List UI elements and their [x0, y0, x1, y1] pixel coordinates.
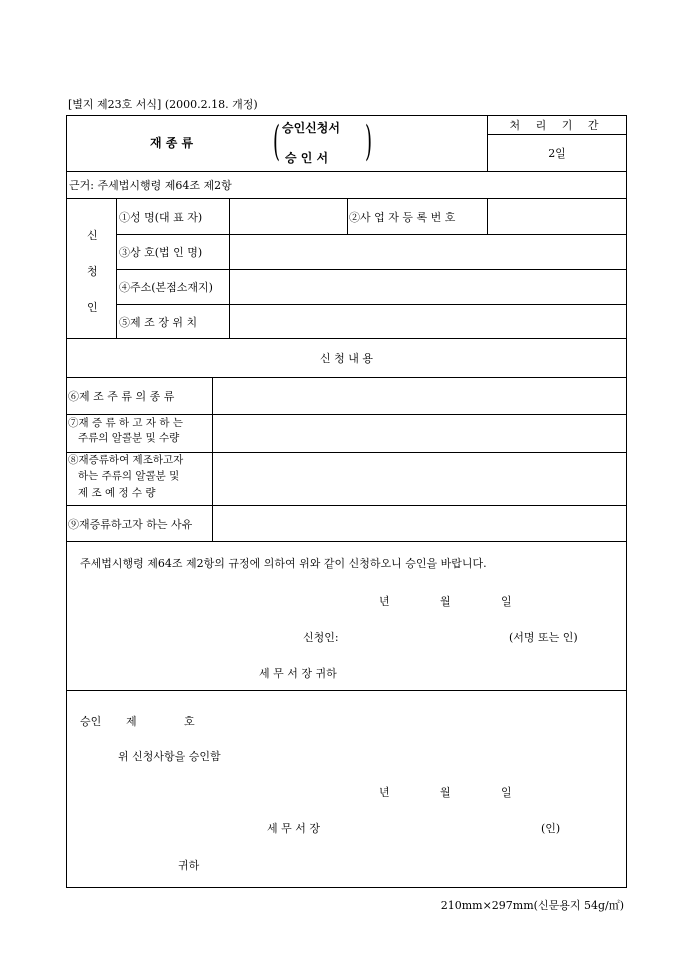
item8-label-line2: 하는 주류의 알콜분 및: [78, 470, 180, 482]
approval-ho: 호: [184, 715, 195, 728]
approval-je: 제: [126, 715, 137, 728]
item7-label-line2: 주류의 알콜분 및 수량: [78, 432, 180, 444]
item9-label: ⑨재증류하고자 하는 사유: [68, 517, 193, 531]
processing-period-value: 2일: [548, 147, 566, 160]
business-number-field[interactable]: [489, 199, 625, 234]
address-label: ④주소(본점소재지): [119, 281, 213, 294]
item8-label-line1: ⑧재증류하여 제조하고자: [68, 454, 184, 466]
paper-size-note: 210mm×297mm(신문용지 54g/㎡): [440, 899, 624, 912]
item6-label: ⑥제 조 주 류 의 종 류: [68, 390, 175, 403]
title-option-approval: 승 인 서: [285, 151, 329, 165]
business-number-label: ②사 업 자 등 록 번 호: [349, 210, 456, 224]
approval-label: 승인: [80, 715, 102, 728]
approval-to: 귀하: [178, 859, 200, 872]
left-bracket-icon: (: [273, 118, 281, 167]
item7-label-line1: ⑦재 증 류 하 고 자 하 는: [68, 417, 184, 429]
processing-period-label: 처 리 기 간: [509, 119, 605, 132]
form-number-note: [별지 제23호 서식] (2000.2.18. 개정): [68, 98, 258, 111]
applicant-signature-label: 신청인:: [303, 631, 339, 644]
item6-field[interactable]: [214, 378, 625, 414]
name-field[interactable]: [231, 199, 346, 234]
declaration-day: 일: [501, 595, 512, 608]
company-name-field[interactable]: [231, 235, 625, 269]
title-option-application: 승인신청서: [282, 121, 340, 135]
legal-basis: 근거: 주세법시행령 제64조 제2항: [69, 179, 232, 192]
approval-seal: (인): [541, 822, 561, 835]
form-title-prefix: 재 종 류: [150, 136, 194, 150]
approval-day: 일: [501, 786, 512, 799]
approval-text: 위 신청사항을 승인함: [118, 750, 221, 763]
item9-field[interactable]: [214, 506, 625, 541]
signature-or-seal-note: (서명 또는 인): [509, 631, 578, 644]
application-content-header: 신 청 내 용: [320, 352, 373, 365]
company-name-label: ③상 호(법 인 명): [119, 246, 203, 259]
factory-location-field[interactable]: [231, 305, 625, 338]
item8-field[interactable]: [214, 453, 625, 505]
name-label: ①성 명(대 표 자): [119, 210, 203, 224]
declaration-text: 주세법시행령 제64조 제2항의 규정에 의하여 위와 같이 신청하오니 승인을 바랍니다.: [80, 557, 487, 570]
approval-year: 년: [379, 786, 390, 799]
factory-location-label: ⑤제 조 장 위 치: [119, 315, 198, 329]
declaration-month: 월: [440, 595, 451, 608]
approval-month: 월: [440, 786, 451, 799]
approval-office: 세 무 서 장: [267, 822, 320, 835]
right-bracket-icon: ): [365, 118, 373, 167]
declaration-addressee: 세 무 서 장 귀하: [259, 667, 337, 680]
declaration-year: 년: [379, 595, 390, 608]
address-field[interactable]: [231, 270, 625, 304]
item8-label-line3: 제 조 예 정 수 량: [78, 487, 156, 499]
item7-field[interactable]: [214, 415, 625, 452]
